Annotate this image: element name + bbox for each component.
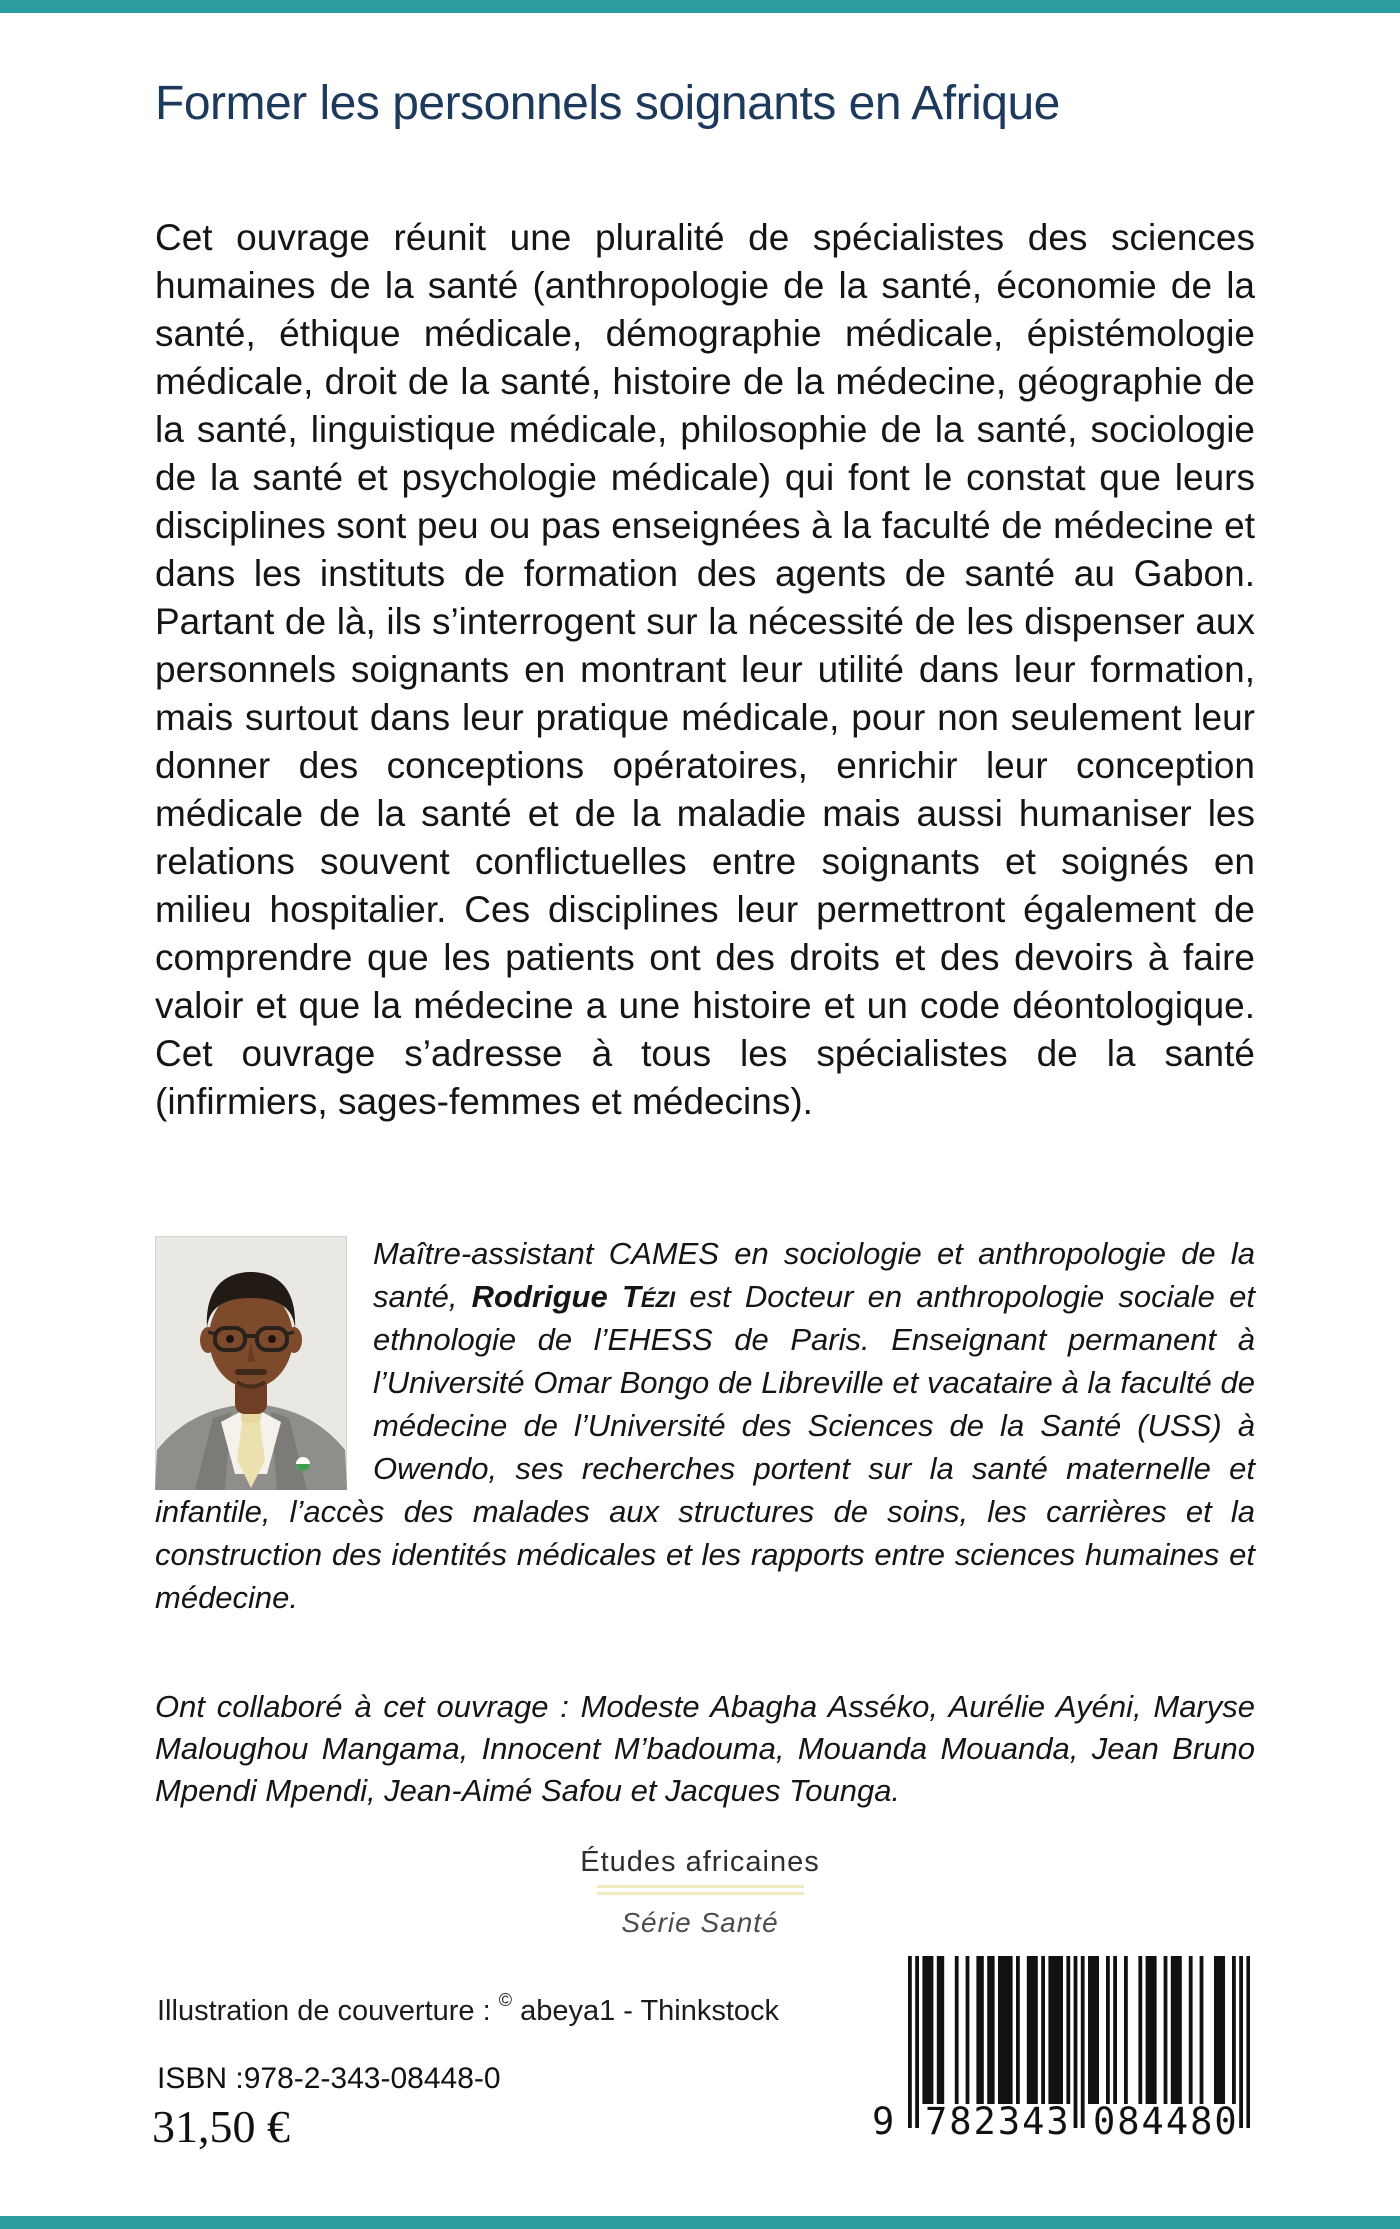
barcode-digit-check: 9 (872, 2100, 897, 2143)
synopsis-paragraph: Cet ouvrage réunit une pluralité de spécialistes des sciences humaines de la santé (anthropologie de la santé, économie de la santé, éthique médicale, démographie médicale, épistémologie médicale, droit de la santé, histoire de la médecine, géographie de la santé, linguistique médicale, philosophie de la santé, sociologie de la santé et psychologie médicale) qui font le constat que leurs disciplines sont peu ou pas enseignées à la faculté de médecine et dans les instituts de formation des agents de santé au Gabon. Partant de là, ils s’interrogent sur la nécessité de les dispenser aux personnels soignants en montrant leur utilité dans leur formation, mais surtout dans leur pratique médicale, pour non seulement leur donner des conceptions opératoires, enrichir leur conception médicale de la santé et de la maladie mais aussi humaniser les relations souvent conflictuelles entre soignants et soignés en milieu hospitalier. Ces disciplines leur permettront également de comprendre que les patients ont des droits et des devoirs à faire valoir et que la médecine a une histoire et un code déontologique. Cet ouvrage s’adresse à tous les spécialistes de la santé (infirmiers, sages-femmes et médecins). (155, 217, 1255, 1122)
copyright-symbol: © (498, 1990, 512, 2010)
illustration-credit: abeya1 - Thinkstock (520, 1995, 780, 2027)
contributors-paragraph: Ont collaboré à cet ouvrage : Modeste Abagha Asséko, Aurélie Ayéni, Maryse Maloughou Mangama, Innocent M’badouma, Mouanda Mouanda, Jean Bruno Mpendi Mpendi, Jean-Aimé Safou et Jacques Tounga. (155, 1689, 1255, 1808)
author-bio-intro: Maître-assistant CAMES en sociologie et anthropologie de la santé, (373, 1236, 1255, 1314)
isbn (157, 2062, 501, 2096)
isbn-label: ISBN : (157, 2062, 244, 2095)
author-name: Rodrigue Tézi (471, 1279, 676, 1314)
illustration-label: Illustration de couverture : (157, 1995, 491, 2027)
price: 31,50 € (152, 2101, 290, 2152)
barcode-digit-right: 084480 (1093, 2100, 1239, 2143)
book-title: Former les personnels soignants en Afrique (155, 77, 1060, 130)
bottom-color-band (0, 2216, 1400, 2229)
barcode (872, 1956, 1250, 2146)
collection-name: Études africaines (580, 1846, 820, 1878)
barcode-digit-left: 782343 (925, 2100, 1071, 2143)
top-color-band (0, 0, 1400, 13)
cover-illustration-credit (157, 1990, 779, 2028)
author-photo (155, 1236, 347, 1490)
author-bio-rest: est Docteur en anthropologie sociale et ethnologie de l’EHESS de Paris. Enseignant permanent à l’Université Omar Bongo de Libreville et vacataire à la faculté de médecine de l’Université des Sciences de la Santé (USS) à Owendo, ses recherches portent sur la santé maternelle et infantile, l’accès des malades aux structures de soins, les carrières et la construction des identités médicales et les rapports entre sciences humaines et médecine. (155, 1279, 1255, 1615)
series-name: Série Santé (621, 1907, 779, 1938)
collection-underline (597, 1885, 804, 1895)
author-section (155, 1232, 1255, 1619)
isbn-value: 978-2-343-08448-0 (243, 2062, 501, 2095)
collection-block (0, 1846, 1400, 1939)
